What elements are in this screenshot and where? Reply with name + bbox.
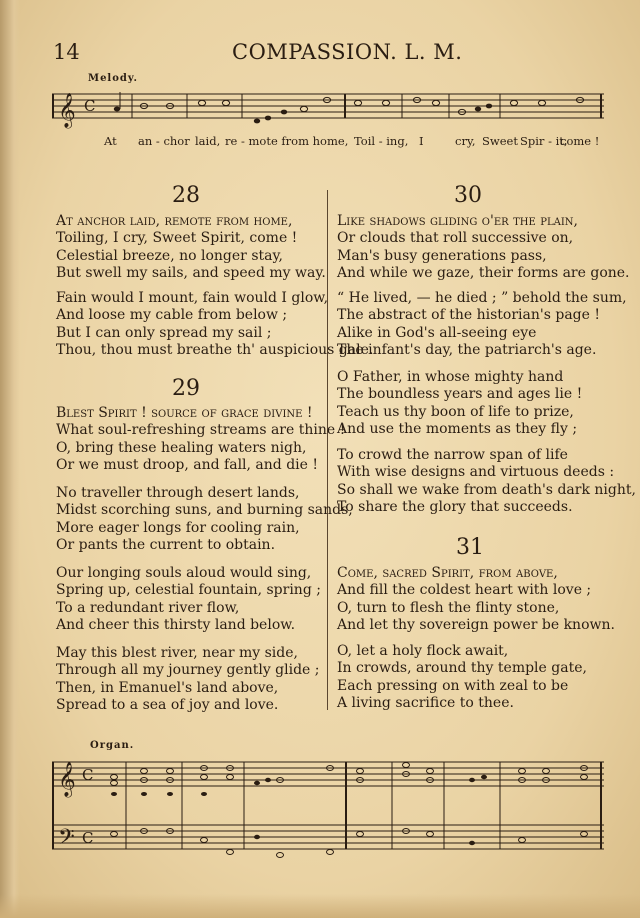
lyric-syllable: cry, xyxy=(455,134,476,148)
verse-line: The infant's day, the patriarch's age. xyxy=(337,341,597,358)
verse-line: Through all my journey gently glide ; xyxy=(56,662,320,679)
verse-line: Blest Spirit ! source of grace divine ! xyxy=(56,405,313,421)
verse-line: Come, sacred Spirit, from above, xyxy=(337,565,558,581)
stanza xyxy=(337,447,636,516)
stanza xyxy=(337,369,582,438)
hymn-number: 31 xyxy=(456,535,484,560)
verse-line: To share the glory that succeeds. xyxy=(337,498,573,515)
verse-line: Celestial breeze, no longer stay, xyxy=(56,247,283,264)
stanza xyxy=(56,290,373,359)
melody-label: Melody. xyxy=(88,73,139,84)
verse-line: No traveller through desert lands, xyxy=(56,485,300,501)
lyric-syllable: an - chor xyxy=(138,134,190,148)
verse-line: The boundless years and ages lie ! xyxy=(337,386,583,403)
verse-line: Each pressing on with zeal to be xyxy=(337,677,569,694)
verse-line: Or clouds that roll successive on, xyxy=(337,230,574,247)
verse-line: Teach us thy boon of life to prize, xyxy=(337,403,574,420)
verse-line: Alike in God's all-seeing eye xyxy=(337,324,537,341)
verse-line: Like shadows gliding o'er the plain, xyxy=(337,213,578,229)
verse-line: May this blest river, near my side, xyxy=(56,645,298,661)
verse-line: And fill the coldest heart with love ; xyxy=(337,582,592,599)
verse-line: In crowds, around thy temple gate, xyxy=(337,660,587,677)
verse-line: Fain would I mount, fain would I glow, xyxy=(56,290,329,306)
verse-line: And use the moments as they fly ; xyxy=(337,420,578,437)
stanza xyxy=(56,485,353,554)
verse-line: “ He lived, — he died ; ” behold the sum, xyxy=(337,290,627,306)
page-bottom-shadow xyxy=(0,894,640,918)
organ-label: Organ. xyxy=(90,740,135,751)
verse-line: Or pants the current to obtain. xyxy=(56,536,276,553)
page-number: 14 xyxy=(53,40,80,64)
stanza xyxy=(337,290,627,359)
verse-line: But swell my sails, and speed my way. xyxy=(56,264,326,281)
binding-shadow xyxy=(0,0,20,918)
stanza xyxy=(337,213,630,282)
svg-text:𝄞: 𝄞 xyxy=(58,762,76,797)
hymn-number: 28 xyxy=(172,183,200,208)
verse-line: And cheer this thirsty land below. xyxy=(56,616,296,633)
verse-line: O, turn to flesh the flinty stone, xyxy=(337,599,560,616)
melody-staff xyxy=(52,88,608,134)
verse-line: Spring up, celestial fountain, spring ; xyxy=(56,582,321,599)
verse-line: But I can only spread my sail ; xyxy=(56,324,272,341)
lyric-syllable: At xyxy=(104,134,117,148)
svg-text:C: C xyxy=(82,829,94,847)
stanza xyxy=(56,565,321,634)
lyric-syllable: I xyxy=(419,134,424,148)
verse-line: A living sacrifice to thee. xyxy=(337,694,514,711)
verse-line: O, bring these healing waters nigh, xyxy=(56,439,307,456)
verse-line: What soul-refreshing streams are thine ! xyxy=(56,422,346,439)
verse-line: Then, in Emanuel's land above, xyxy=(56,679,279,696)
verse-line: Spread to a sea of joy and love. xyxy=(56,696,279,713)
verse-line: To a redundant river flow, xyxy=(56,599,240,616)
lyric-syllable: re - mote from home, xyxy=(225,134,349,148)
verse-line: Or we must droop, and fall, and die ! xyxy=(56,456,319,473)
verse-line: And while we gaze, their forms are gone. xyxy=(337,264,630,281)
lyric-syllable: laid, xyxy=(195,134,221,148)
verse-line: More eager longs for cooling rain, xyxy=(56,519,300,536)
stanza xyxy=(56,405,345,474)
hymn-number: 29 xyxy=(172,376,200,401)
verse-line: O, let a holy flock await, xyxy=(337,643,509,659)
verse-line: At anchor laid, remote from home, xyxy=(56,213,293,229)
svg-text:C: C xyxy=(82,766,94,784)
verse-line: The abstract of the historian's page ! xyxy=(337,307,600,324)
lyric-syllable: Spir - it, xyxy=(520,134,568,148)
stanza xyxy=(56,645,320,714)
stanza xyxy=(56,213,326,282)
verse-line: To crowd the narrow span of life xyxy=(337,447,568,463)
lyric-syllable: come ! xyxy=(560,134,600,148)
svg-text:𝄢: 𝄢 xyxy=(58,825,75,855)
verse-line: O Father, in whose mighty hand xyxy=(337,369,564,385)
verse-line: With wise designs and virtuous deeds : xyxy=(337,464,615,481)
lyric-syllable: Toil - ing, xyxy=(354,134,409,148)
verse-line: Thou, thou must breathe th' auspicious gale. xyxy=(56,341,374,358)
verse-line: So shall we wake from death's dark night, xyxy=(337,481,636,498)
verse-line: Midst scorching suns, and burning sands, xyxy=(56,502,353,519)
lyric-syllable: Sweet xyxy=(482,134,518,148)
verse-line: And loose my cable from below ; xyxy=(56,307,288,324)
verse-line: Toiling, I cry, Sweet Spirit, come ! xyxy=(56,230,298,247)
hymn-number: 30 xyxy=(454,183,482,208)
stanza xyxy=(337,565,615,634)
svg-text:C: C xyxy=(84,97,96,115)
svg-text:𝄞: 𝄞 xyxy=(58,93,76,128)
page-title: COMPASSION. L. M. xyxy=(232,40,463,64)
stanza xyxy=(337,643,587,712)
melody-lyrics xyxy=(84,134,604,150)
verse-line: Man's busy generations pass, xyxy=(337,247,547,264)
verse-line: Our longing souls aloud would sing, xyxy=(56,565,312,581)
verse-line: And let thy sovereign power be known. xyxy=(337,616,615,633)
organ-score xyxy=(52,752,608,877)
